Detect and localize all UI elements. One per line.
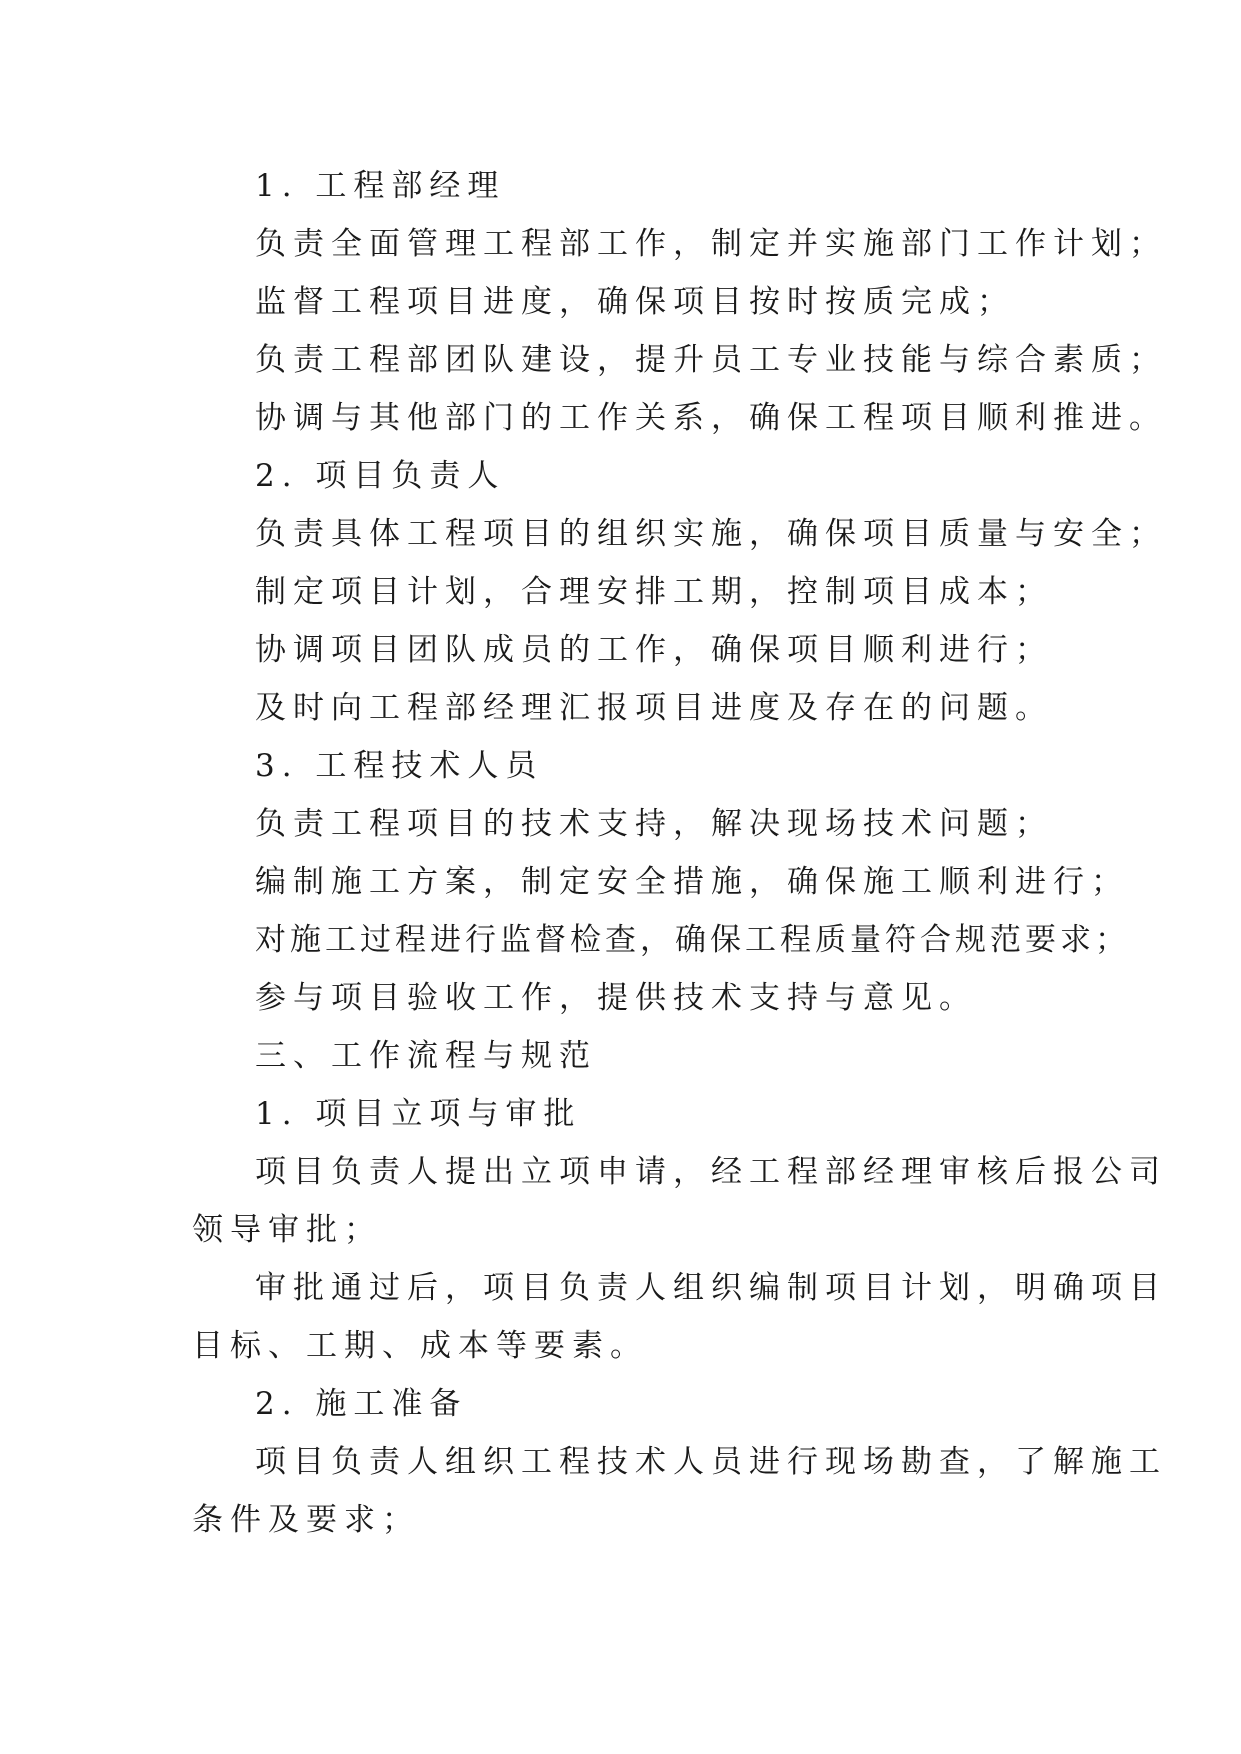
paragraph-continuation: 目标、工期、成本等要素。 — [192, 1328, 648, 1364]
paragraph-line: 制定项目计划，合理安排工期，控制项目成本； — [255, 574, 1053, 610]
heading-construction-prep: 2. 施工准备 — [255, 1386, 468, 1422]
paragraph-continuation: 领导审批； — [192, 1212, 382, 1248]
paragraph-line: 负责具体工程项目的组织实施，确保项目质量与安全； — [255, 516, 1167, 552]
paragraph-line: 协调项目团队成员的工作，确保项目顺利进行； — [255, 632, 1053, 668]
paragraph-line: 审批通过后，项目负责人组织编制项目计划，明确项目 — [255, 1270, 1167, 1306]
heading-technical-staff: 3. 工程技术人员 — [255, 748, 544, 784]
paragraph-line: 及时向工程部经理汇报项目进度及存在的问题。 — [255, 690, 1053, 726]
heading-engineering-manager: 1. 工程部经理 — [255, 168, 506, 204]
heading-project-lead: 2. 项目负责人 — [255, 458, 506, 494]
paragraph-line: 项目负责人组织工程技术人员进行现场勘查，了解施工 — [255, 1444, 1167, 1480]
paragraph-line: 监督工程项目进度，确保项目按时按质完成； — [255, 284, 1015, 320]
section-heading-workflow: 三、工作流程与规范 — [255, 1038, 597, 1074]
paragraph-line: 编制施工方案，制定安全措施，确保施工顺利进行； — [255, 864, 1129, 900]
paragraph-continuation: 条件及要求； — [192, 1502, 420, 1538]
paragraph-line: 对施工过程进行监督检查，确保工程质量符合规范要求； — [255, 922, 1130, 958]
paragraph-line: 负责工程部团队建设，提升员工专业技能与综合素质； — [255, 342, 1167, 378]
paragraph-line: 项目负责人提出立项申请，经工程部经理审核后报公司 — [255, 1154, 1167, 1190]
paragraph-line: 协调与其他部门的工作关系，确保工程项目顺利推进。 — [255, 400, 1167, 436]
paragraph-line: 负责全面管理工程部工作，制定并实施部门工作计划； — [255, 226, 1167, 262]
paragraph-line: 负责工程项目的技术支持，解决现场技术问题； — [255, 806, 1053, 842]
paragraph-line: 参与项目验收工作，提供技术支持与意见。 — [255, 980, 977, 1016]
heading-project-approval: 1. 项目立项与审批 — [255, 1096, 582, 1132]
